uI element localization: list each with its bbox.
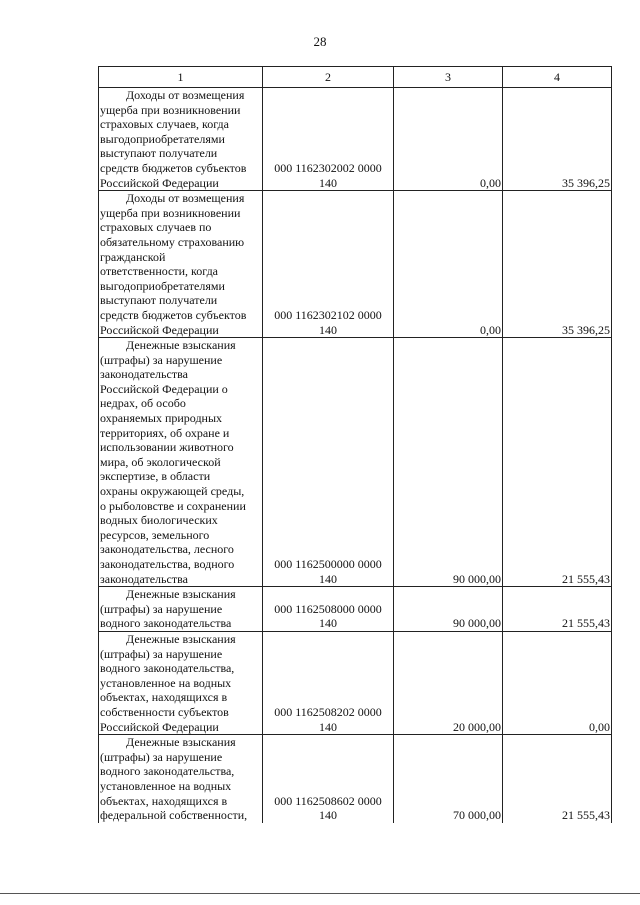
row-value-plan: 90 000,00 bbox=[394, 338, 503, 587]
header-col-4: 4 bbox=[503, 67, 612, 88]
row-name-first-line: Доходы от возмещения bbox=[126, 88, 245, 102]
row-value-actual: 0,00 bbox=[503, 631, 612, 734]
row-name-first-line: Денежные взыскания bbox=[126, 631, 236, 646]
row-code: 000 1162508202 0000 140 bbox=[263, 631, 394, 734]
table-row bbox=[99, 338, 612, 587]
row-name-cell bbox=[99, 735, 263, 823]
row-code: 000 1162508602 0000 140 bbox=[263, 735, 394, 823]
row-value-actual: 21 555,43 bbox=[503, 338, 612, 587]
table-row bbox=[99, 587, 612, 632]
table-row bbox=[99, 631, 612, 734]
row-value-actual: 35 396,25 bbox=[503, 191, 612, 338]
row-name-first-line: Денежные взыскания bbox=[126, 587, 236, 602]
row-value-actual: 35 396,25 bbox=[503, 88, 612, 191]
row-name-rest: ущерба при возникновении страховых случаев по обязательному страхованию гражданской ответственности, когда выгодоприобретателями выступают получатели средств бюджетов субъектов Российской Федерации bbox=[100, 205, 247, 337]
row-value-plan: 90 000,00 bbox=[394, 587, 503, 632]
row-name-rest: (штрафы) за нарушение водного законодательства, установленное на водных объектах, находящихся в собственности субъектов Российской Федерации bbox=[100, 646, 235, 734]
header-col-3: 3 bbox=[394, 67, 503, 88]
table-row bbox=[99, 735, 612, 823]
header-col-2: 2 bbox=[263, 67, 394, 88]
scan-edge-line bbox=[0, 893, 640, 894]
row-code: 000 1162302102 0000 140 bbox=[263, 191, 394, 338]
row-value-plan: 70 000,00 bbox=[394, 735, 503, 823]
row-name-cell bbox=[99, 88, 263, 191]
row-code: 000 1162508000 0000 140 bbox=[263, 587, 394, 632]
row-name-rest: (штрафы) за нарушение законодательства Российской Федерации о недрах, об особо охраняемых природных территориях, об охране и использовании животного мира, об экологической экспертизе, в области охраны окружающей среды, о рыболовстве и сохранении водных биологических ресурсов, земельного законодательства, лесного законодательства, водного законодательства bbox=[100, 352, 246, 586]
row-value-actual: 21 555,43 bbox=[503, 735, 612, 823]
row-code: 000 1162302002 0000 140 bbox=[263, 88, 394, 191]
table-row bbox=[99, 88, 612, 191]
table-header-row bbox=[99, 67, 612, 88]
row-name-first-line: Денежные взыскания bbox=[126, 338, 236, 353]
row-code: 000 1162500000 0000 140 bbox=[263, 338, 394, 587]
row-name-first-line: Денежные взыскания bbox=[126, 735, 236, 750]
row-value-actual: 21 555,43 bbox=[503, 587, 612, 632]
page-number: 28 bbox=[313, 34, 327, 49]
row-name-cell bbox=[99, 631, 263, 734]
row-name-rest: ущерба при возникновении страховых случаев, когда выгодоприобретателями выступают получатели средств бюджетов субъектов Российской Федерации bbox=[100, 102, 247, 190]
row-value-plan: 0,00 bbox=[394, 191, 503, 338]
row-name-cell bbox=[99, 191, 263, 338]
row-name-rest: (штрафы) за нарушение водного законодательства bbox=[100, 601, 232, 631]
table-row bbox=[99, 191, 612, 338]
row-name-cell bbox=[99, 587, 263, 632]
row-name-first-line: Доходы от возмещения bbox=[126, 191, 245, 206]
row-name-cell bbox=[99, 338, 263, 587]
revenue-table bbox=[98, 66, 612, 823]
row-value-plan: 0,00 bbox=[394, 88, 503, 191]
header-col-1: 1 bbox=[99, 67, 263, 88]
row-value-plan: 20 000,00 bbox=[394, 631, 503, 734]
row-name-rest: (штрафы) за нарушение водного законодательства, установленное на водных объектах, находящихся в федеральной собственности, bbox=[100, 749, 248, 823]
